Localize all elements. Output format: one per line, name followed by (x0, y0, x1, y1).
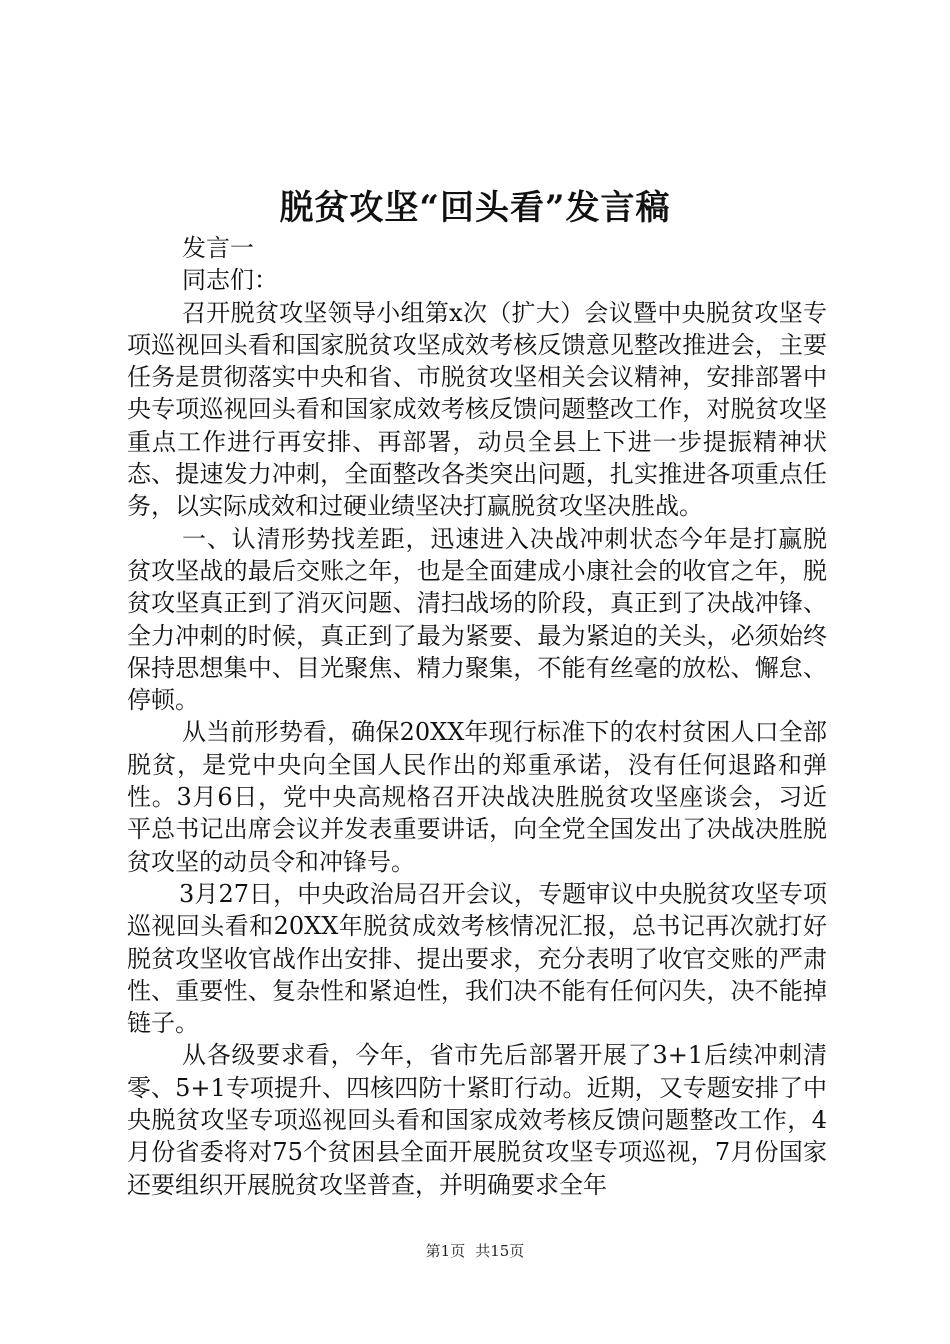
page-number: 第1页 (425, 1242, 466, 1260)
page-footer (0, 1241, 950, 1261)
paragraph: 3月27日，中央政治局召开会议，专题审议中央脱贫攻坚专项巡视回头看和20XX年脱贫成效考核情况汇报，总书记再次就打好脱贫攻坚收官战作出安排、提出要求，充分表明了收官交账的严肃性、重要性、复杂性和紧迫性，我们决不能有任何闪失，决不能掉链子。 (127, 879, 827, 1038)
document-title: 脱贫攻坚“回头看”发言稿 (279, 188, 671, 228)
document-body (127, 232, 827, 1201)
page-total: 共15页 (475, 1242, 525, 1260)
section-label: 发言一 (182, 234, 254, 262)
paragraph: 一、认清形势找差距，迅速进入决战冲刺状态今年是打赢脱贫攻坚战的最后交账之年，也是全面建成小康社会的收官之年，脱贫攻坚真正到了消灭问题、清扫战场的阶段，真正到了决战冲锋、全力冲刺的时候，真正到了最为紧要、最为紧迫的关头，必须始终保持思想集中、目光聚焦、精力聚集，不能有丝毫的放松、懈怠、停顿。 (127, 524, 827, 715)
salutation: 同志们： (182, 266, 278, 295)
paragraph: 从各级要求看，今年，省市先后部署开展了3+1后续冲刺清零、5+1专项提升、四核四防十紧盯行动。近期，又专题安排了中央脱贫攻坚专项巡视回头看和国家成效考核反馈问题整改工作，4月份省委将对75个贫困县全面开展脱贫攻坚专项巡视，7月份国家还要组织开展脱贫攻坚普查，并明确要求全年 (127, 1041, 827, 1199)
paragraph: 从当前形势看，确保20XX年现行标准下的农村贫困人口全部脱贫，是党中央向全国人民作出的郑重承诺，没有任何退路和弹性。3月6日，党中央高规格召开决战决胜脱贫攻坚座谈会，习近平总书记出席会议并发表重要讲话，向全党全国发出了决战决胜脱贫攻坚的动员令和冲锋号。 (127, 718, 827, 876)
paragraph: 召开脱贫攻坚领导小组第x次（扩大）会议暨中央脱贫攻坚专项巡视回头看和国家脱贫攻坚成效考核反馈意见整改推进会，主要任务是贯彻落实中央和省、市脱贫攻坚相关会议精神，安排部署中央专项巡视回头看和国家成效考核反馈问题整改工作，对脱贫攻坚重点工作进行再安排、再部署，动员全县上下进一步提振精神状态、提速发力冲刺，全面整改各类突出问题，扎实推进各项重点任务，以实际成效和过硬业绩坚决打赢脱贫攻坚决胜战。 (127, 298, 827, 521)
